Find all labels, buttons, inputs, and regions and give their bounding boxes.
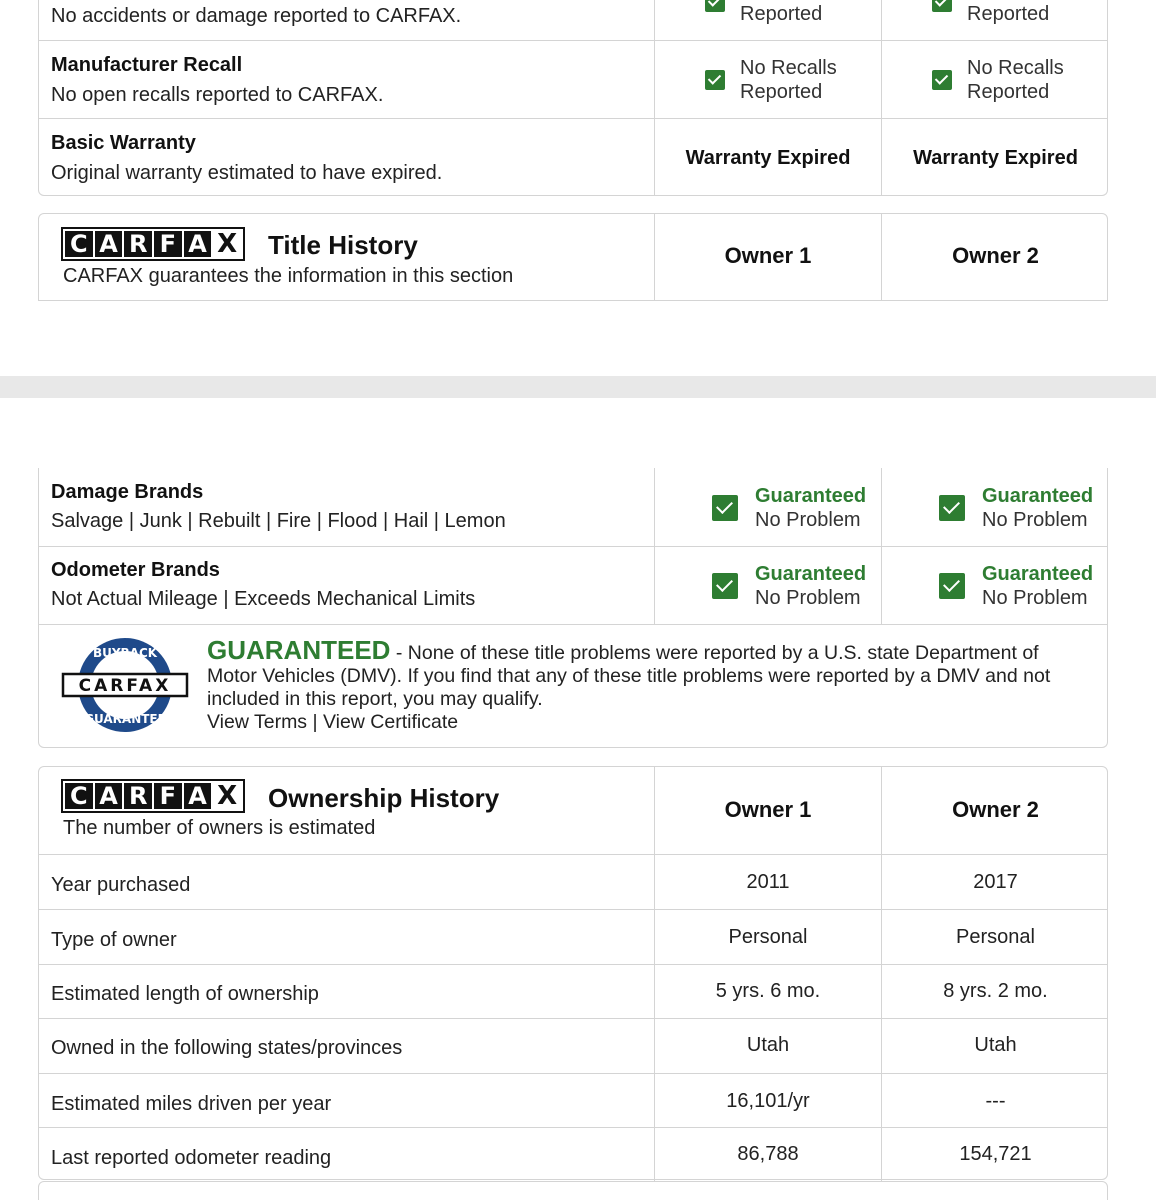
owner1-value: 5 yrs. 6 mo.	[715, 980, 821, 1002]
table-row	[39, 1127, 1107, 1181]
accident-sub: No accidents or damage reported to CARFAX.	[51, 5, 462, 27]
guarantee-heading: GUARANTEED	[207, 635, 391, 665]
section-divider	[0, 376, 1156, 398]
carfax-logo: C A R F A X	[61, 227, 245, 261]
recall-row	[39, 40, 1107, 118]
row-label: Estimated length of ownership	[51, 983, 319, 1005]
owner1-header: Owner 1	[724, 243, 812, 268]
title-history-body	[38, 468, 1108, 748]
ownership-history-subtitle: The number of owners is estimated	[63, 817, 376, 839]
table-row	[39, 1018, 1107, 1073]
next-card-edge	[38, 1181, 1108, 1200]
owner1-value: 86,788	[737, 1143, 799, 1165]
view-terms-link[interactable]: View Terms	[207, 711, 308, 733]
view-certificate-link[interactable]: View Certificate	[322, 711, 459, 733]
owner2-header: Owner 2	[952, 243, 1039, 268]
ownership-history-card	[38, 766, 1108, 1180]
warranty-status-owner2: Warranty Expired	[913, 147, 1078, 169]
title-history-subtitle: CARFAX guarantees the information in this section	[63, 265, 514, 287]
check-icon	[932, 0, 952, 12]
check-icon	[939, 573, 965, 599]
recall-sub: No open recalls reported to CARFAX.	[51, 84, 384, 106]
ownership-history-heading: Ownership History	[268, 783, 500, 813]
owner2-value: Utah	[974, 1034, 1017, 1056]
svg-text:GUARANTEE: GUARANTEE	[84, 712, 166, 726]
check-icon	[712, 573, 738, 599]
damage-brands-title: Damage Brands	[51, 481, 204, 503]
owner1-header: Owner 1	[724, 797, 812, 822]
guarantee-row	[39, 624, 1107, 746]
owner1-value: Utah	[746, 1034, 790, 1056]
damage-status-owner1: Guaranteed No Problem	[755, 485, 867, 531]
owner2-header: Owner 2	[952, 797, 1039, 822]
odometer-brands-sub: Not Actual Mileage | Exceeds Mechanical Limits	[51, 588, 476, 610]
check-icon	[932, 70, 952, 90]
owner1-value: 2011	[746, 871, 790, 893]
row-label: Type of owner	[51, 929, 177, 951]
row-label: Estimated miles driven per year	[51, 1093, 332, 1115]
warranty-status-owner1: Warranty Expired	[685, 147, 851, 169]
check-icon	[705, 70, 725, 90]
svg-text:CARFAX: CARFAX	[78, 676, 172, 696]
table-row	[39, 909, 1107, 964]
svg-text:BUYBACK: BUYBACK	[92, 646, 158, 660]
accident-row	[39, 0, 1107, 40]
warranty-sub: Original warranty estimated to have expired.	[51, 162, 443, 184]
carfax-logo: C A R F A X	[61, 779, 245, 813]
row-label: Year purchased	[51, 874, 191, 896]
recall-status-owner1: No Recalls Reported	[740, 57, 837, 103]
table-row	[39, 964, 1107, 1018]
owner2-value: Personal	[956, 926, 1035, 948]
check-icon	[939, 495, 965, 521]
guarantee-text: GUARANTEED - None of these title problems were reported by a U.S. state Department of Motor Vehicles (DMV). If you find that any of these title problems were reported by a DMV and not included in this report, you may qualify. View Terms | View Certificate	[207, 635, 1051, 733]
recall-title: Manufacturer Recall	[51, 54, 243, 76]
check-icon	[705, 0, 725, 12]
guarantee-body: - None of these title problems were reported by a U.S. state Department of Motor Vehicles (DMV). If you find that any of these title problems were reported by a DMV and not included in this report, you may qualify.	[207, 642, 1051, 710]
vehicle-history-card	[38, 0, 1108, 196]
damage-status-owner2: Guaranteed No Problem	[982, 485, 1094, 531]
warranty-title: Basic Warranty	[51, 132, 196, 154]
owner2-value: 8 yrs. 2 mo.	[943, 980, 1048, 1002]
odometer-brands-row	[39, 546, 1107, 624]
owner1-value: Personal	[728, 926, 808, 948]
recall-status-owner2: No Recalls Reported	[967, 57, 1064, 103]
odometer-brands-title: Odometer Brands	[51, 559, 220, 581]
table-row	[39, 854, 1107, 909]
title-history-header	[38, 213, 1108, 301]
ownership-header	[39, 767, 1107, 854]
owner2-value: 2017	[973, 871, 1018, 893]
warranty-row	[39, 118, 1107, 196]
owner2-value: ---	[985, 1090, 1006, 1112]
owner2-value: 154,721	[959, 1143, 1032, 1165]
owner1-value: 16,101/yr	[726, 1090, 810, 1112]
accident-status-owner1: Reported	[740, 3, 823, 25]
accident-status-owner2: Reported	[967, 3, 1050, 25]
title-history-heading: Title History	[268, 230, 418, 260]
buyback-guarantee-badge	[61, 635, 189, 735]
check-icon	[712, 495, 738, 521]
row-label: Owned in the following states/provinces	[51, 1037, 403, 1059]
table-row	[39, 1073, 1107, 1127]
row-label: Last reported odometer reading	[51, 1147, 332, 1169]
odometer-status-owner1: Guaranteed No Problem	[755, 563, 867, 609]
odometer-status-owner2: Guaranteed No Problem	[982, 563, 1094, 609]
damage-brands-row	[39, 468, 1107, 546]
damage-brands-sub: Salvage | Junk | Rebuilt | Fire | Flood | Hail | Lemon	[51, 510, 506, 532]
